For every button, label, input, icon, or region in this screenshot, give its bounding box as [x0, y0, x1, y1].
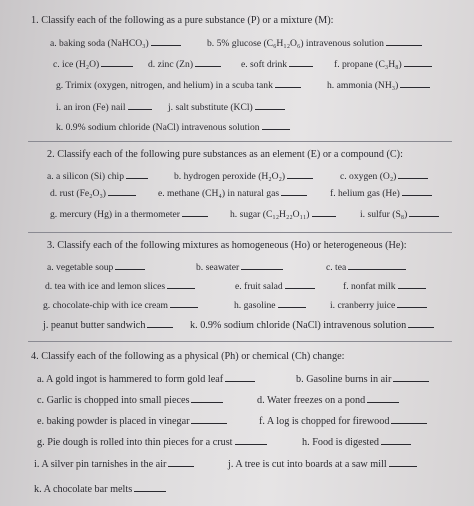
- answer-blank[interactable]: [389, 456, 417, 467]
- q3-item-h: h. gasoline: [234, 297, 306, 313]
- q1-item-h: h. ammonia (NH₃): [327, 77, 430, 93]
- q1-item-a: a. baking soda (NaHCO₃): [50, 35, 181, 51]
- q3-item-d: d. tea with ice and lemon slices: [45, 278, 195, 294]
- question-4-heading: 4. Classify each of the following as a physical (Ph) or chemical (Ch) change:: [31, 351, 345, 362]
- q4-item-k: k. A chocolate bar melts: [34, 481, 166, 497]
- q4-item-b: b. Gasoline burns in air: [296, 371, 429, 387]
- q1-item-d: d. zinc (Zn): [148, 56, 221, 72]
- section-divider: [28, 341, 452, 342]
- section-divider: [28, 232, 452, 233]
- q4-item-i: i. A silver pin tarnishes in the air: [34, 456, 194, 472]
- answer-blank[interactable]: [287, 168, 313, 179]
- q2-item-c: c. oxygen (O₂): [340, 168, 428, 184]
- q4-item-g: g. Pie dough is rolled into thin pieces for a crust: [37, 434, 267, 450]
- q1-item-k: k. 0.9% sodium chloride (NaCl) intravenous solution: [56, 119, 290, 135]
- answer-blank[interactable]: [115, 259, 145, 270]
- answer-blank[interactable]: [191, 392, 223, 403]
- q4-item-c: c. Garlic is chopped into small pieces: [37, 392, 223, 408]
- q4-item-a: a. A gold ingot is hammered to form gold leaf: [37, 371, 255, 387]
- answer-blank[interactable]: [255, 99, 285, 110]
- q1-item-c: c. ice (H₂O): [53, 56, 133, 72]
- answer-blank[interactable]: [408, 317, 434, 328]
- q2-item-f: f. helium gas (He): [330, 185, 432, 201]
- q4-item-j: j. A tree is cut into boards at a saw mill: [228, 456, 417, 472]
- answer-blank[interactable]: [393, 371, 429, 382]
- q2-item-i: i. sulfur (S₈): [360, 206, 439, 222]
- q3-item-a: a. vegetable soup: [47, 259, 145, 275]
- answer-blank[interactable]: [404, 56, 432, 67]
- answer-blank[interactable]: [278, 297, 306, 308]
- answer-blank[interactable]: [167, 278, 195, 289]
- answer-blank[interactable]: [275, 77, 301, 88]
- q2-item-g: g. mercury (Hg) in a thermometer: [50, 206, 208, 222]
- q3-item-g: g. chocolate-chip with ice cream: [43, 297, 198, 313]
- q4-item-f: f. A log is chopped for firewood: [259, 413, 427, 429]
- answer-blank[interactable]: [398, 168, 428, 179]
- answer-blank[interactable]: [235, 434, 267, 445]
- question-1-heading: 1. Classify each of the following as a pure substance (P) or a mixture (M):: [31, 15, 334, 26]
- q3-item-f: f. nonfat milk: [343, 278, 426, 294]
- q1-item-j: j. salt substitute (KCl): [168, 99, 285, 115]
- answer-blank[interactable]: [108, 185, 136, 196]
- answer-blank[interactable]: [402, 185, 432, 196]
- section-divider: [28, 141, 452, 142]
- answer-blank[interactable]: [170, 297, 198, 308]
- answer-blank[interactable]: [312, 206, 336, 217]
- answer-blank[interactable]: [289, 56, 313, 67]
- answer-blank[interactable]: [400, 77, 430, 88]
- answer-blank[interactable]: [285, 278, 315, 289]
- answer-blank[interactable]: [397, 297, 427, 308]
- q2-item-d: d. rust (Fe₂O₃): [50, 185, 136, 201]
- answer-blank[interactable]: [151, 35, 181, 46]
- answer-blank[interactable]: [195, 56, 221, 67]
- q1-item-f: f. propane (C₃H₈): [334, 56, 432, 72]
- answer-blank[interactable]: [191, 413, 227, 424]
- q2-item-a: a. a silicon (Si) chip: [47, 168, 148, 184]
- answer-blank[interactable]: [168, 456, 194, 467]
- q2-item-e: e. methane (CH₄) in natural gas: [158, 185, 307, 201]
- q4-item-e: e. baking powder is placed in vinegar: [37, 413, 227, 429]
- answer-blank[interactable]: [128, 99, 152, 110]
- q1-item-g: g. Trimix (oxygen, nitrogen, and helium) in a scuba tank: [56, 77, 301, 93]
- question-2-heading: 2. Classify each of the following pure substances as an element (E) or a compound (C):: [47, 149, 403, 160]
- answer-blank[interactable]: [147, 317, 173, 328]
- answer-blank[interactable]: [367, 392, 399, 403]
- q1-item-b: b. 5% glucose (C₆H₁₂O₆) intravenous solution: [207, 35, 422, 51]
- answer-blank[interactable]: [182, 206, 208, 217]
- answer-blank[interactable]: [409, 206, 439, 217]
- q2-item-h: h. sugar (C₁₂H₂₂O₁₁): [230, 206, 336, 222]
- answer-blank[interactable]: [126, 168, 148, 179]
- q1-item-e: e. soft drink: [241, 56, 313, 72]
- answer-blank[interactable]: [386, 35, 422, 46]
- answer-blank[interactable]: [262, 119, 290, 130]
- q3-item-b: b. seawater: [196, 259, 283, 275]
- answer-blank[interactable]: [225, 371, 255, 382]
- answer-blank[interactable]: [134, 481, 166, 492]
- q3-item-c: c. tea: [326, 259, 406, 275]
- answer-blank[interactable]: [381, 434, 411, 445]
- q1-item-i: i. an iron (Fe) nail: [56, 99, 152, 115]
- answer-blank[interactable]: [101, 56, 133, 67]
- answer-blank[interactable]: [348, 259, 406, 270]
- answer-blank[interactable]: [281, 185, 307, 196]
- answer-blank[interactable]: [391, 413, 427, 424]
- q4-item-h: h. Food is digested: [302, 434, 411, 450]
- q3-item-e: e. fruit salad: [235, 278, 315, 294]
- question-3-heading: 3. Classify each of the following mixtures as homogeneous (Ho) or heterogeneous (He):: [47, 240, 407, 251]
- answer-blank[interactable]: [398, 278, 426, 289]
- answer-blank[interactable]: [241, 259, 283, 270]
- q2-item-b: b. hydrogen peroxide (H₂O₂): [174, 168, 313, 184]
- q3-item-k: k. 0.9% sodium chloride (NaCl) intravenous solution: [190, 317, 434, 333]
- q3-item-i: i. cranberry juice: [330, 297, 427, 313]
- q4-item-d: d. Water freezes on a pond: [257, 392, 399, 408]
- q3-item-j: j. peanut butter sandwich: [43, 317, 173, 333]
